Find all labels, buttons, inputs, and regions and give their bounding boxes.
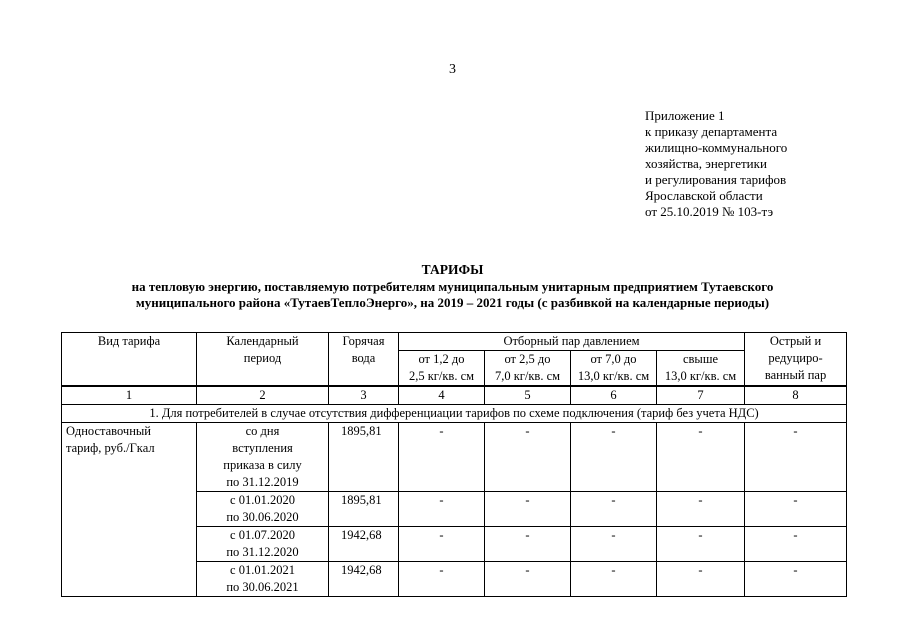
appendix-line: от 25.10.2019 № 103-тэ <box>645 204 774 219</box>
header-line: Календарный <box>226 334 299 348</box>
header-period <box>197 333 329 387</box>
value-cell: - <box>399 527 485 562</box>
period-cell <box>197 492 329 527</box>
period-line: вступления <box>232 441 293 455</box>
header-line: от 2,5 до <box>504 352 551 366</box>
header-steam-col <box>485 351 571 387</box>
tariff-name-line: Одноставочный <box>66 424 151 438</box>
page-number: 3 <box>449 62 456 77</box>
value-cell: - <box>485 562 571 597</box>
header-line: 2,5 кг/кв. см <box>408 369 475 383</box>
value-cell: - <box>657 492 745 527</box>
appendix-line: Ярославской области <box>645 188 763 203</box>
header-steam-col <box>571 351 657 387</box>
column-number: 3 <box>329 386 399 405</box>
appendix-block <box>645 108 787 220</box>
column-number: 4 <box>399 386 485 405</box>
period-cell <box>197 527 329 562</box>
value-cell: - <box>485 492 571 527</box>
period-line: с 01.01.2021 <box>230 563 295 577</box>
period-line: приказа в силу <box>223 458 302 472</box>
value-cell: - <box>745 562 847 597</box>
header-row <box>62 333 847 351</box>
appendix-line: хозяйства, энергетики <box>645 156 767 171</box>
hot-water-value: 1942,68 <box>329 562 399 597</box>
appendix-line: к приказу департамента <box>645 124 778 139</box>
header-line: ванный пар <box>764 368 827 382</box>
header-line: вода <box>351 351 376 365</box>
appendix-line: жилищно-коммунального <box>645 140 788 155</box>
section-title: 1. Для потребителей в случае отсутствия дифференциации тарифов по схеме подключения (тариф без учета НДС) <box>62 405 847 423</box>
column-number: 7 <box>657 386 745 405</box>
period-line: по 31.12.2019 <box>226 475 299 489</box>
header-sharp-steam <box>745 333 847 387</box>
column-number: 6 <box>571 386 657 405</box>
period-line: с 01.07.2020 <box>230 528 295 542</box>
value-cell: - <box>571 527 657 562</box>
period-line: по 31.12.2020 <box>226 545 299 559</box>
hot-water-value: 1942,68 <box>329 527 399 562</box>
column-numbers-row <box>62 386 847 405</box>
value-cell: - <box>745 527 847 562</box>
value-cell: - <box>657 562 745 597</box>
value-cell: - <box>571 492 657 527</box>
period-line: по 30.06.2020 <box>226 510 299 524</box>
tariff-name-cell <box>62 423 197 597</box>
value-cell: - <box>657 527 745 562</box>
value-cell: - <box>745 492 847 527</box>
value-cell: - <box>485 527 571 562</box>
value-cell: - <box>657 423 745 492</box>
header-line: 7,0 кг/кв. см <box>494 369 561 383</box>
document-subtitle <box>40 279 865 311</box>
tariff-name-line: тариф, руб./Гкал <box>66 441 155 455</box>
value-cell: - <box>571 562 657 597</box>
header-line: Острый и <box>769 334 822 348</box>
column-number: 5 <box>485 386 571 405</box>
column-number: 1 <box>62 386 197 405</box>
header-line: Горячая <box>342 334 385 348</box>
header-line: период <box>243 351 282 365</box>
column-number: 2 <box>197 386 329 405</box>
tariff-table <box>61 332 847 597</box>
document-title: ТАРИФЫ <box>421 262 484 277</box>
value-cell: - <box>399 492 485 527</box>
appendix-line: и регулирования тарифов <box>645 172 787 187</box>
header-line: редуциро- <box>768 351 823 365</box>
section-row <box>62 405 847 423</box>
period-line: по 30.06.2021 <box>226 580 299 594</box>
appendix-line: Приложение 1 <box>645 108 725 123</box>
header-tariff-type: Вид тарифа <box>62 333 197 387</box>
header-hot-water <box>329 333 399 387</box>
header-steam-col <box>399 351 485 387</box>
header-steam-group: Отборный пар давлением <box>399 333 745 351</box>
header-line: от 1,2 до <box>418 352 465 366</box>
period-line: с 01.01.2020 <box>230 493 295 507</box>
subtitle-line: муниципального района «ТутаевТеплоЭнерго», на 2019 – 2021 годы (с разбивкой на календарные периоды) <box>135 295 770 310</box>
header-line: от 7,0 до <box>590 352 637 366</box>
period-line: со дня <box>245 424 280 438</box>
hot-water-value: 1895,81 <box>329 492 399 527</box>
header-line: 13,0 кг/кв. см <box>577 369 650 383</box>
hot-water-value: 1895,81 <box>329 423 399 492</box>
header-line: 13,0 кг/кв. см <box>664 369 737 383</box>
column-number: 8 <box>745 386 847 405</box>
header-steam-col <box>657 351 745 387</box>
value-cell: - <box>745 423 847 492</box>
table-row <box>62 423 847 492</box>
value-cell: - <box>485 423 571 492</box>
period-cell <box>197 423 329 492</box>
value-cell: - <box>399 423 485 492</box>
subtitle-line: на тепловую энергию, поставляемую потребителям муниципальным унитарным предприятием Тутаевского <box>131 279 774 294</box>
header-line: свыше <box>682 352 719 366</box>
value-cell: - <box>571 423 657 492</box>
value-cell: - <box>399 562 485 597</box>
period-cell <box>197 562 329 597</box>
